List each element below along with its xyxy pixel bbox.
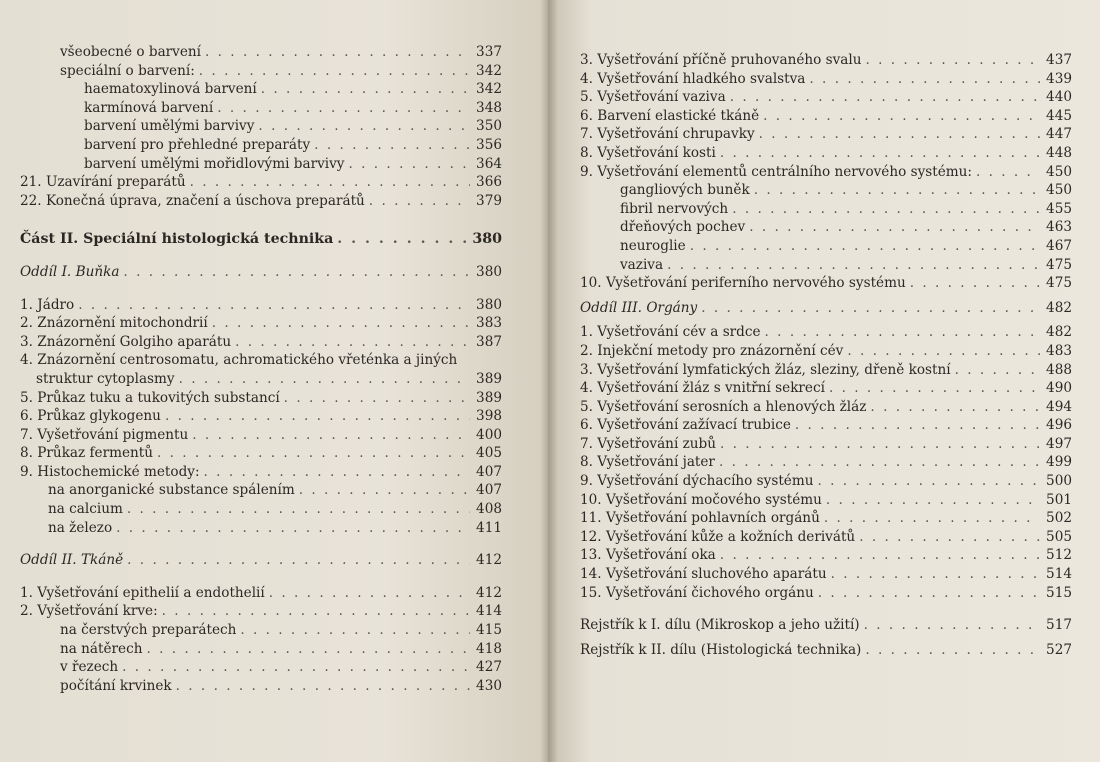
toc-page: 405: [476, 445, 502, 462]
toc-title: 13. Vyšetřování oka: [580, 547, 716, 564]
toc-leader: [826, 492, 1040, 508]
toc-entry: [20, 482, 502, 501]
toc-entry: [20, 464, 502, 483]
toc-page: 427: [476, 659, 502, 676]
toc-page: 475: [1046, 256, 1072, 273]
toc-leader: [690, 238, 1040, 254]
book-gutter: [540, 0, 558, 762]
toc-entry: [20, 81, 502, 100]
toc-page: 447: [1046, 126, 1072, 143]
toc-title: na čerstvých preparátech: [60, 622, 237, 639]
toc-title: 9. Vyšetřování elementů centrálního nervového systému:: [580, 163, 972, 180]
toc-title: barvení umělými mořidlovými barvivy: [84, 155, 345, 172]
toc-title: 7. Vyšetřování zubů: [580, 435, 716, 452]
toc-title: 5. Vyšetřování vaziva: [580, 89, 726, 106]
toc-entry: [20, 622, 502, 641]
toc-page: 500: [1046, 473, 1072, 490]
toc-entry: [580, 219, 1072, 238]
toc-leader: [870, 399, 1040, 415]
toc-title: na anorganické substance spálením: [48, 482, 295, 499]
toc-entry: [580, 257, 1072, 276]
toc-page: 499: [1046, 454, 1072, 471]
toc-title: barvení umělými barvivy: [84, 118, 255, 135]
toc-page: 389: [476, 389, 502, 406]
toc-page: 366: [476, 174, 502, 191]
toc-title: 5. Průkaz tuku a tukovitých substancí: [20, 389, 280, 406]
toc-leader: [349, 156, 471, 172]
toc-title: 10. Vyšetřování močového systému: [580, 491, 822, 508]
toc-title: haematoxylinová barvení: [84, 81, 257, 98]
toc-title: 1. Vyšetřování epithelií a endothelií: [20, 584, 265, 601]
toc-page: 490: [1046, 380, 1072, 397]
toc-page: 494: [1046, 398, 1072, 415]
section-page: 380: [476, 263, 502, 280]
toc-entry: [20, 427, 502, 446]
toc-leader: [732, 201, 1040, 217]
part-title: Část II. Speciální histologická technika: [20, 231, 334, 248]
toc-entry: [20, 501, 502, 520]
toc-leader: [976, 164, 1040, 180]
toc-entry: [20, 641, 502, 660]
toc-leader: [720, 145, 1040, 161]
index-page: 527: [1046, 641, 1072, 658]
toc-title: 4. Vyšetřování žláz s vnitřní sekrecí: [580, 380, 825, 397]
toc-leader: [369, 193, 470, 209]
toc-page: 440: [1046, 89, 1072, 106]
toc-page: 387: [476, 333, 502, 350]
toc-title: 22. Konečná úprava, značení a úschova preparátů: [20, 192, 365, 209]
toc-leader: [824, 510, 1040, 526]
toc-title: 3. Vyšetřování lymfatických žláz, sleziny, dřeně kostní: [580, 361, 951, 378]
toc-leader: [859, 529, 1040, 545]
toc-leader: [817, 473, 1040, 489]
toc-title: dřeňových pochev: [620, 219, 746, 236]
toc-title: neuroglie: [620, 237, 686, 254]
toc-title: 21. Uzavírání preparátů: [20, 174, 186, 191]
toc-page: 455: [1046, 200, 1072, 217]
toc-page: 364: [476, 155, 502, 172]
toc-title: 7. Vyšetřování chrupavky: [580, 126, 755, 143]
toc-entry: [20, 352, 502, 371]
toc-page: 448: [1046, 144, 1072, 161]
toc-page: 450: [1046, 163, 1072, 180]
toc-page: 408: [476, 501, 502, 518]
left-toc-column: [20, 44, 502, 696]
index-entry: [580, 642, 1072, 661]
toc-title: 8. Vyšetřování kosti: [580, 144, 716, 161]
toc-title: 15. Vyšetřování čichového orgánu: [580, 584, 814, 601]
toc-page: 398: [476, 408, 502, 425]
toc-page: 342: [476, 81, 502, 98]
toc-page: 411: [476, 519, 502, 536]
toc-page: 414: [476, 603, 502, 620]
toc-entry: [580, 145, 1072, 164]
toc-entry: [580, 71, 1072, 90]
toc-leader: [866, 52, 1041, 68]
toc-title: 12. Vyšetřování kůže a kožních derivátů: [580, 528, 856, 545]
toc-leader: [127, 552, 470, 568]
toc-leader: [720, 436, 1040, 452]
toc-entry: [580, 417, 1072, 436]
toc-leader: [955, 362, 1040, 378]
toc-page: 356: [476, 136, 502, 153]
part-page: 380: [472, 231, 502, 248]
toc-page: 467: [1046, 237, 1072, 254]
toc-leader: [754, 182, 1040, 198]
toc-title: 10. Vyšetřování periferního nervového systému: [580, 275, 906, 292]
toc-title: 6. Barvení elastické tkáně: [580, 107, 760, 124]
toc-title: 9. Vyšetřování dýchacího systému: [580, 473, 814, 490]
toc-page: 389: [476, 370, 502, 387]
section-title: Oddíl I. Buňka: [20, 263, 120, 280]
toc-entry: [20, 678, 502, 697]
toc-leader: [299, 482, 470, 498]
toc-title: všeobecné o barvení: [60, 44, 202, 60]
toc-page: 463: [1046, 219, 1072, 236]
toc-entry: [580, 324, 1072, 343]
toc-entry: [20, 100, 502, 119]
toc-leader: [192, 427, 470, 443]
toc-entry: [20, 137, 502, 156]
toc-leader: [176, 678, 470, 694]
toc-title: 1. Jádro: [20, 296, 75, 313]
toc-entry: [580, 201, 1072, 220]
toc-title: fibril nervových: [620, 200, 729, 217]
toc-leader: [765, 324, 1040, 340]
toc-entry: [580, 238, 1072, 257]
toc-leader: [314, 137, 470, 153]
toc-leader: [162, 603, 470, 619]
toc-title: 11. Vyšetřování pohlavních orgánů: [580, 510, 820, 527]
toc-leader: [146, 641, 470, 657]
toc-leader: [337, 231, 468, 247]
toc-leader: [122, 659, 470, 675]
toc-leader: [809, 71, 1040, 87]
toc-entry: [20, 193, 502, 212]
toc-entry: [20, 118, 502, 137]
toc-page: 407: [476, 463, 502, 480]
toc-leader: [701, 300, 1040, 316]
toc-page: 450: [1046, 182, 1072, 199]
toc-leader: [165, 408, 470, 424]
toc-entry: [580, 529, 1072, 548]
toc-page: 502: [1046, 510, 1072, 527]
toc-leader: [204, 464, 470, 480]
toc-entry: [580, 473, 1072, 492]
toc-entry: [580, 182, 1072, 201]
toc-entry: [580, 126, 1072, 145]
toc-entry: [580, 343, 1072, 362]
toc-page: 483: [1046, 342, 1072, 359]
toc-title: 6. Průkaz glykogenu: [20, 408, 161, 425]
toc-title: 3. Znázornění Golgiho aparátu: [20, 333, 232, 350]
toc-entry: [580, 454, 1072, 473]
toc-leader: [127, 501, 470, 517]
toc-entry: [580, 108, 1072, 127]
toc-page: 437: [1046, 52, 1072, 68]
toc-leader: [157, 445, 470, 461]
index-entry: [580, 617, 1072, 636]
toc-page: 515: [1046, 584, 1072, 601]
toc-page: 412: [476, 584, 502, 601]
index-page: 517: [1046, 617, 1072, 634]
toc-entry: [20, 371, 502, 390]
toc-entry: [20, 408, 502, 427]
toc-title: na nátěrech: [60, 640, 143, 657]
toc-entry: [580, 547, 1072, 566]
toc-entry: [20, 390, 502, 409]
toc-entry: [20, 445, 502, 464]
toc-leader: [116, 520, 470, 536]
toc-leader: [179, 371, 470, 387]
toc-page: 445: [1046, 107, 1072, 124]
toc-page: 475: [1046, 275, 1072, 292]
toc-title: gangliových buněk: [620, 182, 750, 199]
toc-page: 379: [476, 192, 502, 209]
toc-entry: [20, 659, 502, 678]
toc-title: 4. Vyšetřování hladkého svalstva: [580, 70, 806, 87]
toc-entry: [20, 585, 502, 604]
toc-leader: [730, 89, 1040, 105]
toc-page: 407: [476, 482, 502, 499]
toc-leader: [847, 343, 1040, 359]
toc-page: 383: [476, 315, 502, 332]
section-heading: [580, 300, 1072, 319]
toc-leader: [831, 566, 1040, 582]
toc-title: 5. Vyšetřování serosních a hlenových žláz: [580, 398, 867, 415]
toc-entry: [580, 585, 1072, 604]
toc-leader: [258, 118, 470, 134]
toc-entry: [580, 566, 1072, 585]
toc-entry: [580, 510, 1072, 529]
toc-page: 496: [1046, 417, 1072, 434]
toc-title: na calcium: [48, 501, 123, 518]
toc-leader: [217, 100, 470, 116]
toc-title: v řezech: [60, 659, 119, 676]
toc-entry: [580, 492, 1072, 511]
toc-entry: [20, 334, 502, 353]
part-heading: [20, 231, 502, 250]
toc-title: 8. Průkaz fermentů: [20, 445, 153, 462]
toc-page: 501: [1046, 491, 1072, 508]
toc-page: 348: [476, 99, 502, 116]
toc-title: 7. Vyšetřování pigmentu: [20, 426, 189, 443]
toc-leader: [864, 617, 1040, 633]
toc-leader: [235, 334, 470, 350]
toc-leader: [759, 126, 1040, 142]
toc-entry: [580, 380, 1072, 399]
toc-title: vaziva: [620, 256, 664, 273]
toc-page: 482: [1046, 324, 1072, 341]
toc-title: 1. Vyšetřování cév a srdce: [580, 324, 761, 341]
toc-title: 6. Vyšetřování zažívací trubice: [580, 417, 791, 434]
toc-leader: [829, 380, 1040, 396]
toc-title: 2. Znázornění mitochondrií: [20, 315, 208, 332]
toc-entry: [580, 362, 1072, 381]
toc-title: 8. Vyšetřování jater: [580, 454, 715, 471]
toc-page: 342: [476, 62, 502, 79]
toc-page: 350: [476, 118, 502, 135]
toc-title: 2. Injekční metody pro znázornění cév: [580, 342, 844, 359]
toc-leader: [269, 585, 470, 601]
section-title: Oddíl III. Orgány: [580, 299, 698, 316]
toc-entry: [20, 603, 502, 622]
toc-page: 488: [1046, 361, 1072, 378]
toc-entry: [580, 89, 1072, 108]
toc-title: 14. Vyšetřování sluchového aparátu: [580, 566, 827, 583]
toc-entry: [580, 164, 1072, 183]
toc-title: počítání krvinek: [60, 677, 172, 694]
toc-leader: [818, 585, 1040, 601]
toc-title: karmínová barvení: [84, 99, 214, 116]
toc-page: 380: [476, 296, 502, 313]
toc-entry: [580, 399, 1072, 418]
toc-leader: [190, 174, 470, 190]
section-title: Oddíl II. Tkáně: [20, 552, 124, 569]
toc-leader: [667, 257, 1040, 273]
toc-leader: [719, 454, 1040, 470]
toc-page: 337: [476, 44, 502, 60]
toc-leader: [123, 264, 470, 280]
toc-leader: [199, 63, 470, 79]
section-heading: [20, 552, 502, 571]
toc-entry: [20, 520, 502, 539]
toc-page: 430: [476, 677, 502, 694]
toc-page: 418: [476, 640, 502, 657]
toc-entry: [20, 315, 502, 334]
toc-leader: [205, 44, 470, 60]
toc-leader: [865, 642, 1040, 658]
toc-entry: [20, 63, 502, 82]
toc-page: 415: [476, 622, 502, 639]
toc-page: 439: [1046, 70, 1072, 87]
index-title: Rejstřík k I. dílu (Mikroskop a jeho užití): [580, 617, 860, 634]
toc-page: 512: [1046, 547, 1072, 564]
section-heading: [20, 264, 502, 283]
toc-title: 2. Vyšetřování krve:: [20, 603, 158, 620]
toc-title: speciální o barvení:: [60, 62, 195, 79]
toc-page: 400: [476, 426, 502, 443]
section-page: 482: [1046, 299, 1072, 316]
toc-title: 3. Vyšetřování příčně pruhovaného svalu: [580, 52, 862, 68]
toc-title: 4. Znázornění centrosomatu, achromatického vřeténka a jiných: [20, 352, 458, 369]
toc-title: barvení pro přehledné preparáty: [84, 136, 311, 153]
toc-page: 505: [1046, 528, 1072, 545]
toc-title: na železo: [48, 519, 113, 536]
toc-page: 514: [1046, 566, 1072, 583]
toc-leader: [795, 417, 1040, 433]
toc-entry: [580, 52, 1072, 71]
toc-page: 497: [1046, 435, 1072, 452]
toc-leader: [78, 297, 470, 313]
toc-title: 9. Histochemické metody:: [20, 463, 200, 480]
toc-leader: [910, 275, 1040, 291]
index-title: Rejstřík k II. dílu (Histologická technika): [580, 641, 862, 658]
toc-title: struktur cytoplasmy: [36, 370, 175, 387]
toc-leader: [261, 81, 470, 97]
toc-entry: [20, 156, 502, 175]
toc-entry: [20, 297, 502, 316]
toc-leader: [284, 390, 470, 406]
toc-entry: [20, 44, 502, 63]
right-toc-column: [580, 52, 1072, 660]
toc-leader: [240, 622, 470, 638]
toc-leader: [749, 219, 1040, 235]
toc-entry: [580, 275, 1072, 294]
toc-entry: [20, 174, 502, 193]
section-page: 412: [476, 552, 502, 569]
toc-leader: [763, 108, 1040, 124]
toc-leader: [720, 547, 1040, 563]
toc-entry: [580, 436, 1072, 455]
toc-leader: [212, 315, 470, 331]
